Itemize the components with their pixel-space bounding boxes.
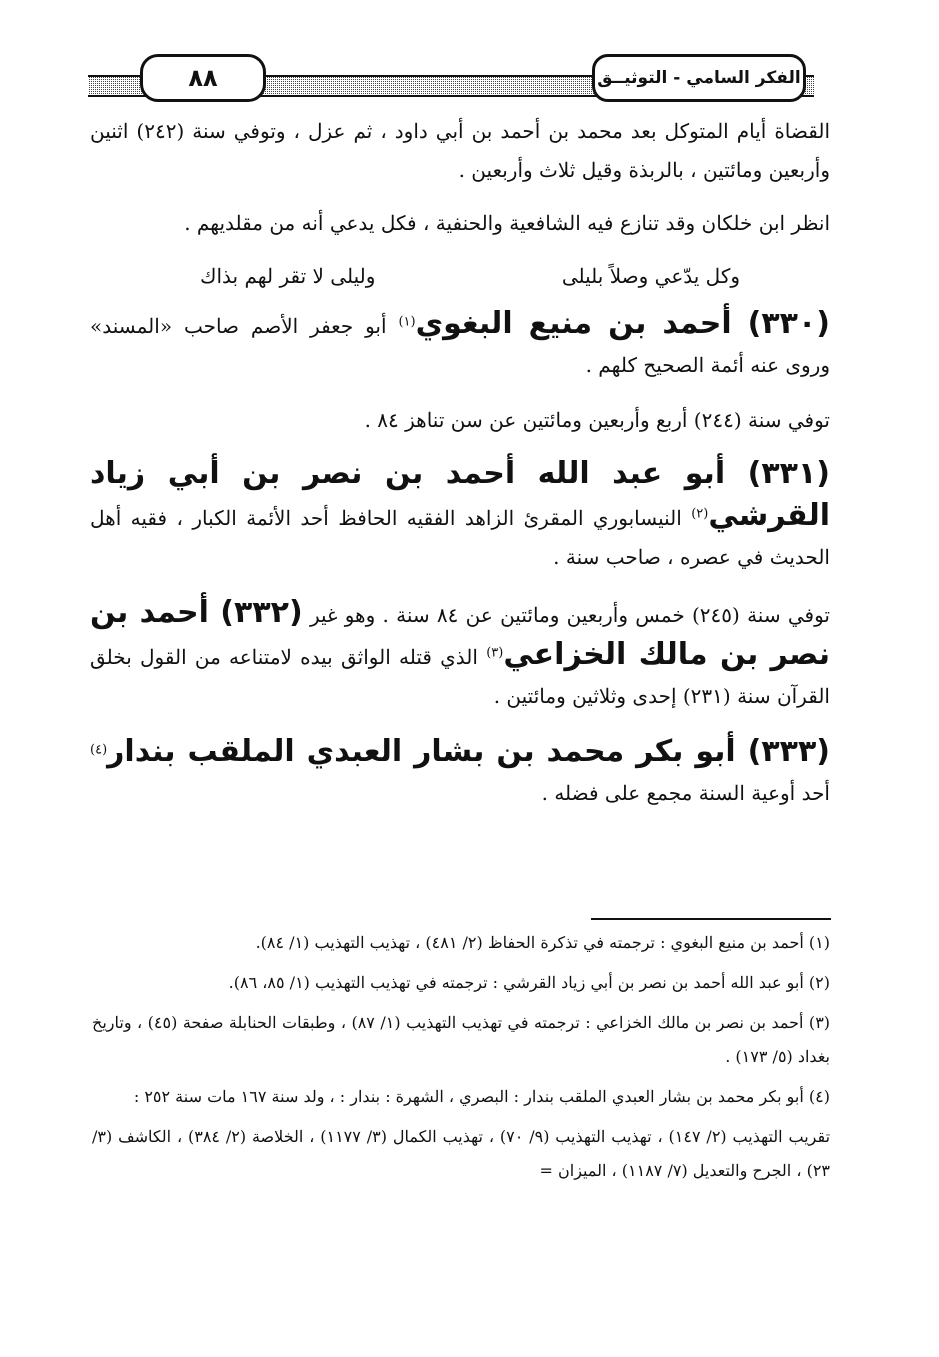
entry-330-text: أبو جعفر الأصم صاحب «المسند» وروى عنه أئمة الصحيح كلهم . bbox=[90, 314, 830, 377]
footnote-4-sources: تقريب التهذيب (٢/ ١٤٧) ، تهذيب التهذيب (٩/ ٧٠) ، تهذيب الكمال (٣/ ١١٧٧) ، الخلاصة (٢/ ٣٨٤) ، الكاشف (٣/ ٢٣) ، الجرح والتعديل (٧/ ١١٨٧) ، الميزان = bbox=[92, 1127, 831, 1180]
footnote-mark-4[interactable]: (٤) bbox=[90, 742, 108, 758]
footnote-4: (٤) أبو بكر محمد بن بشار العبدي الملقب بندار : البصري ، الشهرة : بندار : ، ولد سنة ١٦٧ مات سنة ٢٥٢ : bbox=[133, 1087, 830, 1106]
entry-330-heading: (٣٣٠) أحمد بن منيع البغوي bbox=[415, 306, 831, 341]
entry-331-heading: (٣٣١) أبو عبد الله أحمد بن نصر بن أبي زياد القرشي bbox=[90, 456, 831, 533]
footnote-3: (٣) أحمد بن نصر بن مالك الخزاعي : ترجمته في تهذيب التهذيب (١/ ٨٧) ، وطبقات الحنابلة صفحة (٤٥) ، وتاريخ بغداد (٥/ ١٧٣) . bbox=[92, 1013, 831, 1066]
footnote-1: (١) أحمد بن منيع البغوي : ترجمته في تذكرة الحفاظ (٢/ ٤٨١) ، تهذيب التهذيب (١/ ٨٤). bbox=[255, 933, 830, 952]
footnote-mark-2[interactable]: (٢) bbox=[691, 506, 709, 522]
footnote-separator bbox=[591, 918, 831, 920]
entry-331-text: النيسابوري المقرئ الزاهد الفقيه الحافظ أحد الأئمة الكبار ، فقيه أهل الحديث في عصره ، صاحب سنة . bbox=[90, 506, 830, 569]
entry-332-heading: (٣٣٢) أحمد بن نصر بن مالك الخزاعي bbox=[90, 595, 830, 672]
paragraph-ibn-khallikan: انظر ابن خلكان وقد تنازع فيه الشافعية والحنفية ، فكل يدعي أنه من مقلديهم . bbox=[184, 211, 830, 235]
running-title: الفكر السامي - التوثيــق bbox=[592, 54, 806, 102]
entry-333-heading: (٣٣٣) أبو بكر محمد بن بشار العبدي الملقب بندار bbox=[107, 734, 830, 769]
entry-330 bbox=[90, 304, 830, 385]
entry-332 bbox=[90, 593, 830, 716]
entry-331 bbox=[90, 454, 830, 577]
footnotes bbox=[92, 926, 830, 1194]
page-header bbox=[88, 48, 814, 102]
entry-333-text: أحد أوعية السنة مجمع على فضله . bbox=[541, 781, 830, 805]
main-text bbox=[90, 112, 830, 829]
page-number: ٨٨ bbox=[140, 54, 266, 102]
footnote-2: (٢) أبو عبد الله أحمد بن نصر بن أبي زياد القرشي : ترجمته في تهذيب التهذيب (١/ ٨٥، ٨٦). bbox=[228, 973, 830, 992]
footnote-mark-1[interactable]: (١) bbox=[398, 314, 416, 330]
poetry-verse bbox=[90, 257, 830, 296]
entry-332-text: الذي قتله الواثق بيده لامتناعه من القول بخلق القرآن سنة (٢٣١) إحدى وثلاثين ومائتين . bbox=[90, 645, 830, 708]
entry-330-death: توفي سنة (٢٤٤) أربع وأربعين ومائتين عن سن تناهز ٨٤ . bbox=[364, 408, 830, 432]
entry-333 bbox=[90, 732, 830, 813]
paragraph-continuation: القضاة أيام المتوكل بعد محمد بن أحمد بن أبي داود ، ثم عزل ، وتوفي سنة (٢٤٢) اثنين وأربعين ومائتين ، بالربذة وقيل ثلاث وأربعين . bbox=[90, 119, 831, 182]
footnote-mark-3[interactable]: (٣) bbox=[486, 645, 504, 661]
entry-331-death: توفي سنة (٢٤٥) خمس وأربعين ومائتين عن ٨٤ سنة . وهو غير bbox=[309, 603, 830, 627]
verse-second-hemistich: وليلى لا تقر لهم بذاك bbox=[200, 264, 376, 288]
verse-first-hemistich: وكل يدّعي وصلاً بليلى bbox=[561, 264, 740, 288]
